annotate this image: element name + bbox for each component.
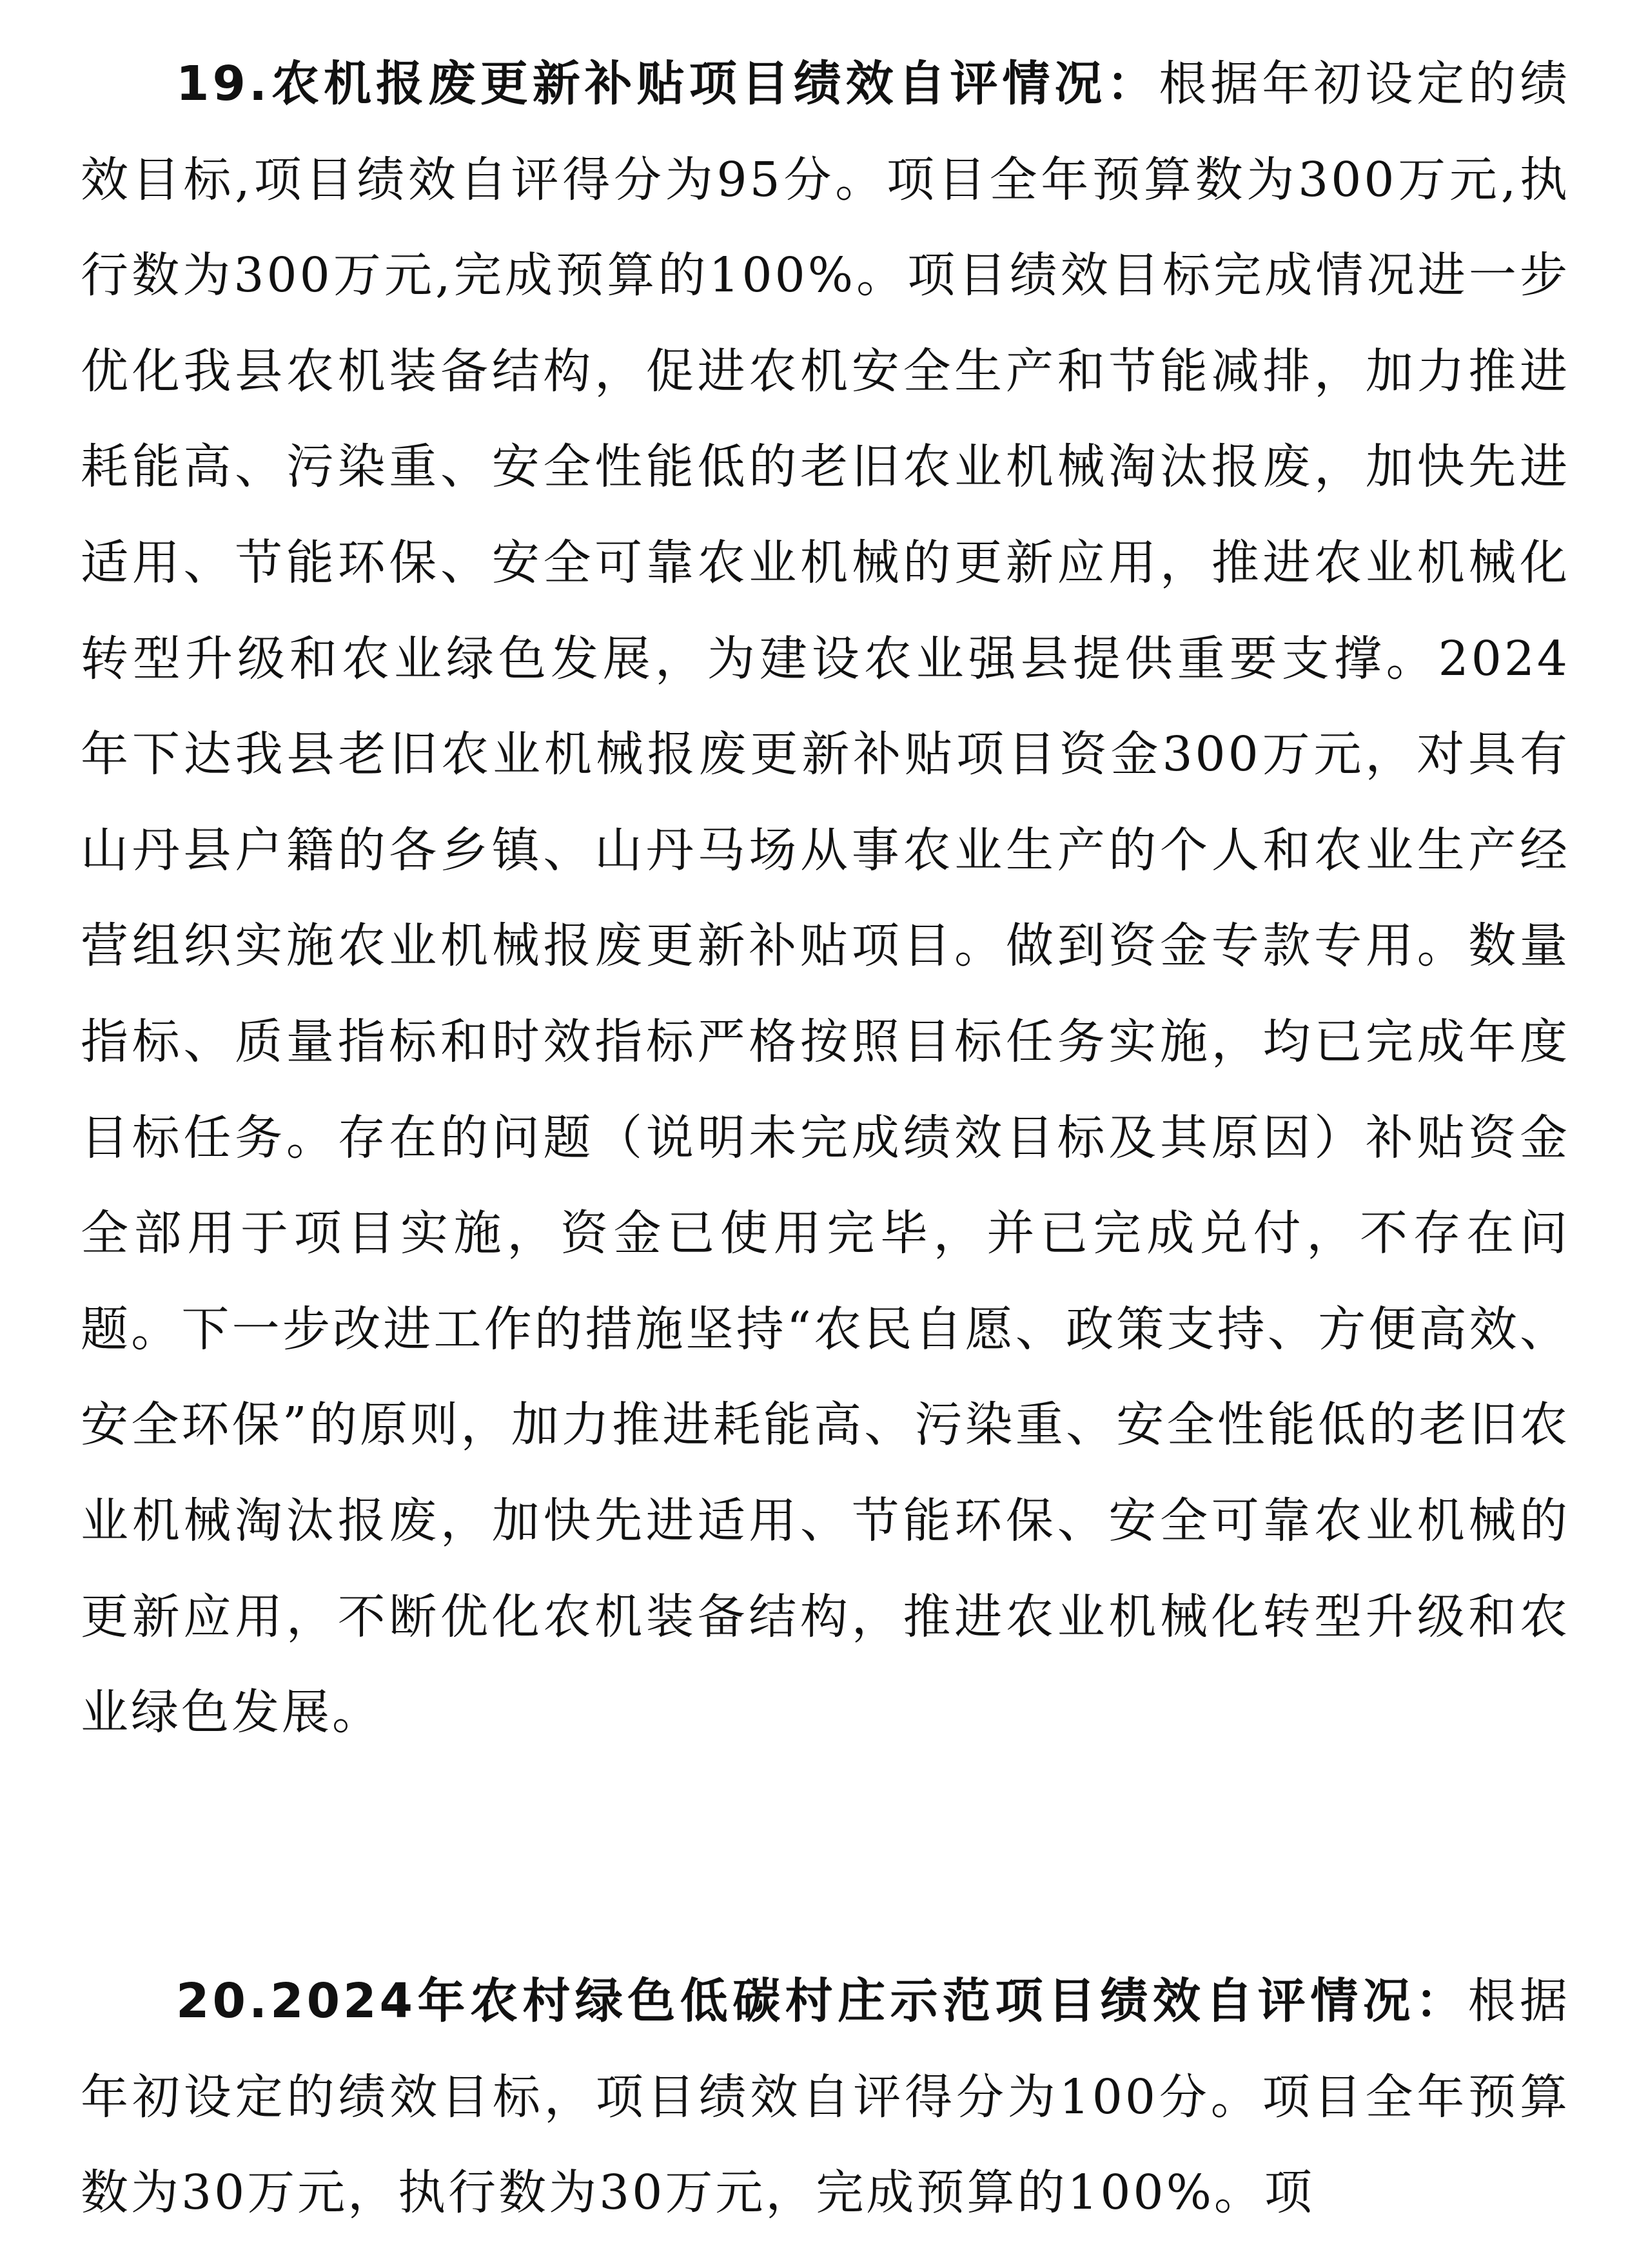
- paragraph-body-20: 根据年初设定的绩效目标，项目绩效自评得分为100分。项目全年预算数为30万元，执行数为30万元，完成预算的100%。项: [81, 1973, 1570, 2221]
- paragraph-19: [81, 36, 1570, 1761]
- section-heading-19: 19.农机报废更新补贴项目绩效自评情况：: [176, 56, 1159, 112]
- paragraph-body-19: 根据年初设定的绩效目标,项目绩效自评得分为95分。项目全年预算数为300万元,执行数为300万元,完成预算的100%。项目绩效目标完成情况进一步优化我县农机装备结构，促进农机安全生产和节能减排，加力推进耗能高、污染重、安全性能低的老旧农业机械淘汰报废，加快先进适用、节能环保、安全可靠农业机械的更新应用，推进农业机械化转型升级和农业绿色发展，为建设农业强县提供重要支撑。2024年下达我县老旧农业机械报废更新补贴项目资金300万元，对具有山丹县户籍的各乡镇、山丹马场从事农业生产的个人和农业生产经营组织实施农业机械报废更新补贴项目。做到资金专款专用。数量指标、质量指标和时效指标严格按照目标任务实施，均已完成年度目标任务。存在的问题（说明未完成绩效目标及其原因）补贴资金全部用于项目实施，资金已使用完毕，并已完成兑付，不存在问题。下一步改进工作的措施坚持“农民自愿、政策支持、方便高效、安全环保”的原则，加力推进耗能高、污染重、安全性能低的老旧农业机械淘汰报废，加快先进适用、节能环保、安全可靠农业机械的更新应用，不断优化农机装备结构，推进农业机械化转型升级和农业绿色发展。: [81, 56, 1571, 1741]
- paragraph-20: [81, 1953, 1570, 2241]
- section-heading-20: 20.2024年农村绿色低碳村庄示范项目绩效自评情况：: [176, 1973, 1468, 2029]
